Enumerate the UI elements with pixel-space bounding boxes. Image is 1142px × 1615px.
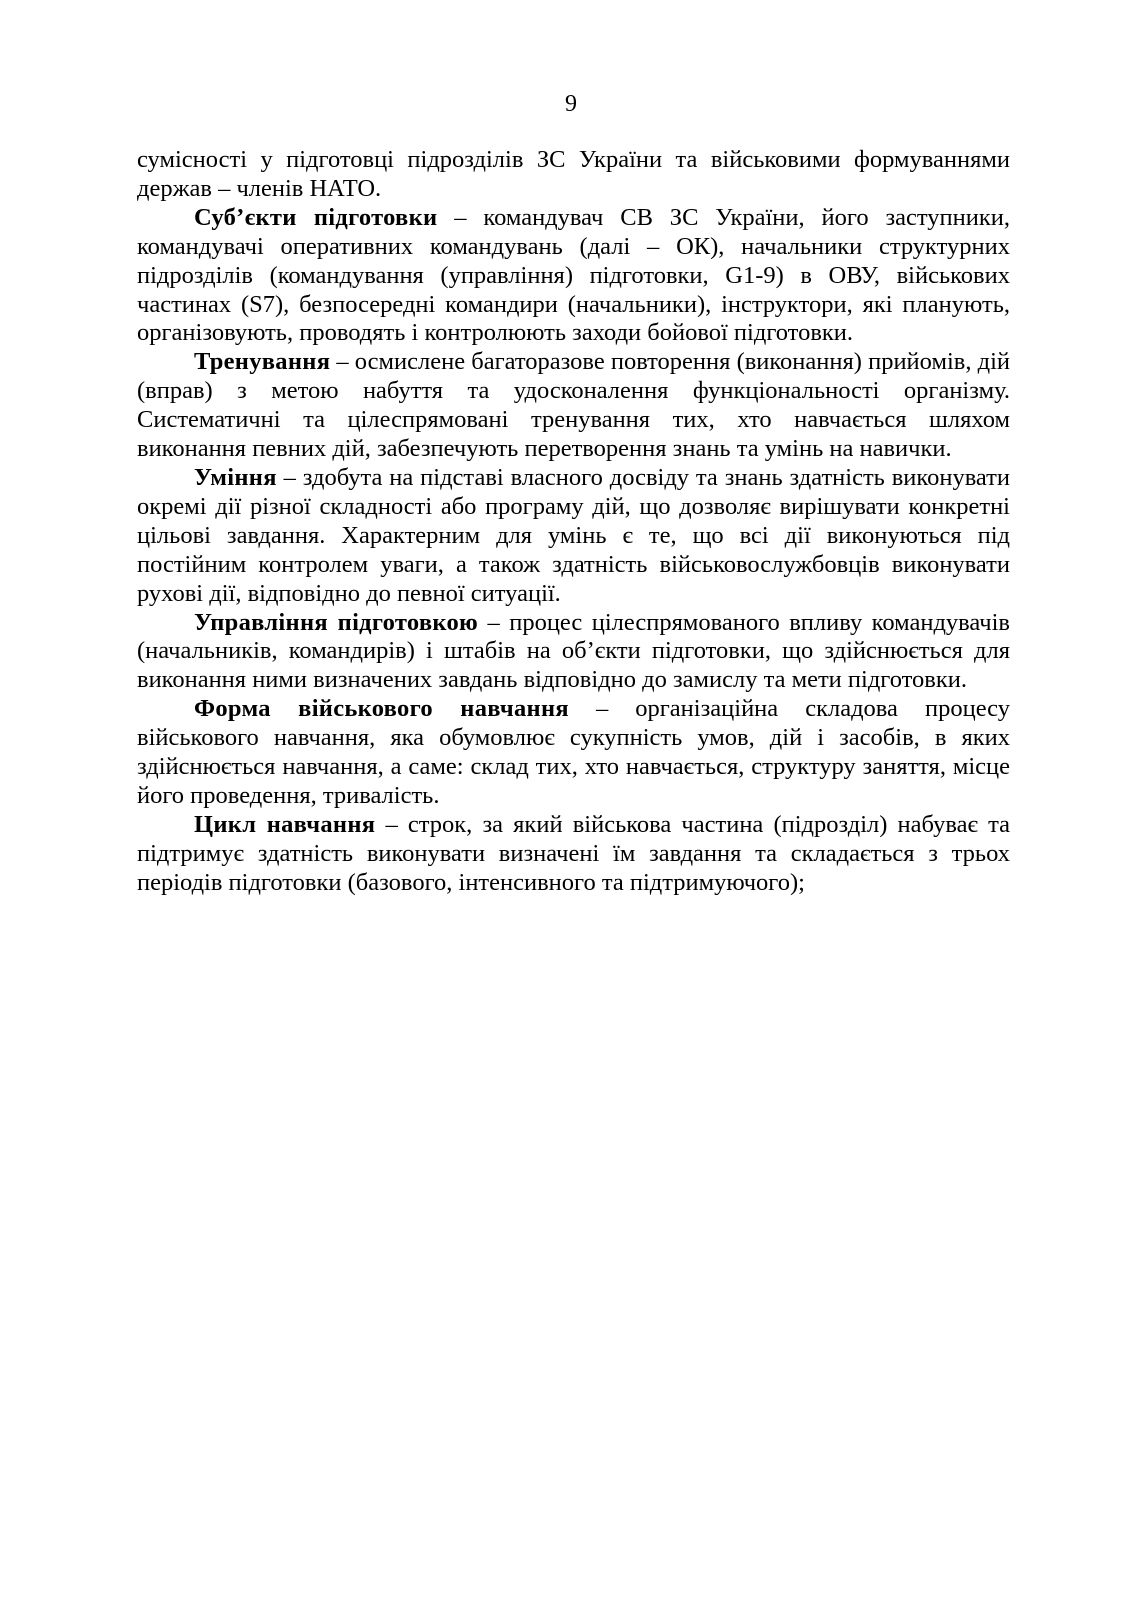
paragraph-text: – організаційна складова процесу військового навчання, яка обумовлює сукупність умов, дій і засобів, в яких здійснюється навчання, а саме: склад тих, хто навчається, структуру заняття, місце його проведення, тривалість. <box>137 695 1010 809</box>
term-bold-lead: Управління підготовкою <box>194 608 479 636</box>
page-body-text <box>137 146 1010 898</box>
paragraph <box>137 464 1010 609</box>
paragraph <box>137 348 1010 464</box>
term-bold-lead: Цикл навчання <box>194 810 376 838</box>
paragraph-text: – здобута на підставі власного досвіду та знань здатність виконувати окремі дії різної складності або програму дій, що дозволяє вирішувати конкретні цільові завдання. Характерним для умінь є те, що всі дії виконуються під постійним контролем уваги, а також здатність військовослужбовців виконувати рухові дії, відповідно до певної ситуації. <box>137 463 1010 607</box>
paragraph-text: сумісності у підготовці підрозділів ЗС України та військовими формуваннями держав – членів НАТО. <box>137 146 1010 202</box>
term-bold-lead: Тренування <box>194 348 331 376</box>
paragraph-text: – строк, за який військова частина (підрозділ) набуває та підтримує здатність виконувати визначені їм завдання та складається з трьох періодів підготовки (базового, інтенсивного та підтримуючого); <box>137 810 1010 896</box>
term-bold-lead: Уміння <box>194 463 277 491</box>
paragraph <box>137 609 1010 696</box>
page-number: 9 <box>565 91 577 117</box>
term-bold-lead: Форма військового навчання <box>194 695 569 723</box>
paragraph-text: – командувач СВ ЗС України, його заступники, командувачі оперативних командувань (далі – ОК), начальники структурних підрозділів (командування (управління) підготовки, G1-9) в ОВУ, військових частинах (S7), безпосередні командири (начальники), інструктори, які планують, організовують, проводять і контролюють заходи бойової підготовки. <box>137 203 1010 347</box>
paragraph <box>137 695 1010 811</box>
paragraph <box>137 811 1010 898</box>
paragraph-text: – осмислене багаторазове повторення (виконання) прийомів, дій (вправ) з метою набуття та удосконалення функціональності організму. Систематичні та цілеспрямовані тренування тих, хто навчається шляхом виконання певних дій, забезпечують перетворення знань та умінь на навички. <box>137 348 1010 463</box>
paragraph-text: – процес цілеспрямованого впливу командувачів (начальників, командирів) і штабів на об’єкти підготовки, що здійснюється для виконання ними визначених завдань відповідно до замислу та мети підготовки. <box>137 608 1010 694</box>
paragraph <box>137 146 1010 204</box>
paragraph <box>137 204 1010 349</box>
term-bold-lead: Суб’єкти підготовки <box>194 203 438 231</box>
